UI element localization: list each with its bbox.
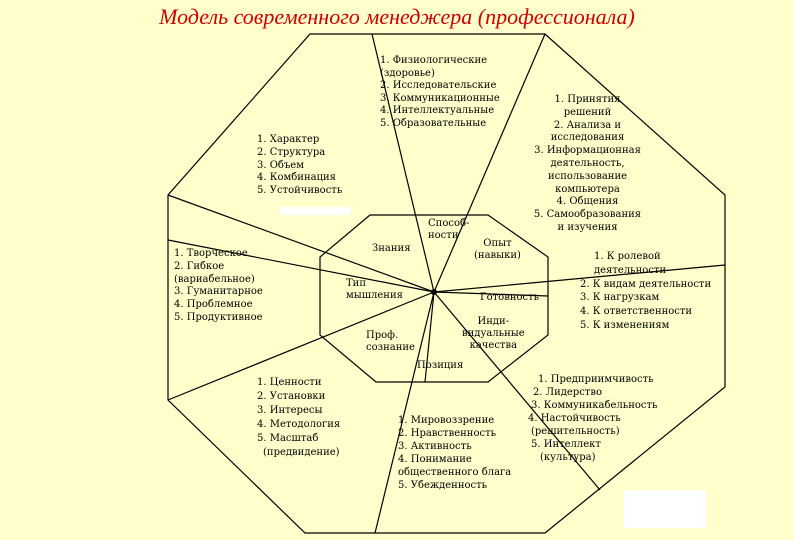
list-item: 3. Объем bbox=[257, 159, 304, 171]
list-item: 4. Интеллектуальные bbox=[380, 105, 495, 117]
list-item: 4. Настойчивость bbox=[528, 413, 621, 424]
list-item: компьютера bbox=[555, 183, 620, 195]
list-item: 5. Интеллект bbox=[531, 439, 601, 450]
list-item: 5. Образовательные bbox=[380, 117, 487, 129]
list-item: 2. Гибкое bbox=[174, 260, 225, 272]
list-item: 3. Активность bbox=[398, 441, 472, 452]
inner-label-experience: Опыт (навыки) bbox=[474, 238, 521, 261]
list-item: 1. Мировоззрение bbox=[398, 415, 495, 426]
list-item: деятельность, bbox=[550, 157, 625, 169]
list-item: 2. Исследовательские bbox=[380, 80, 497, 92]
list-item: 1. Физиологические bbox=[380, 55, 488, 66]
list-item: (предвидение) bbox=[263, 447, 340, 458]
inner-label-abilities: Способ- ности bbox=[428, 218, 470, 241]
sector-top-right-list bbox=[530, 94, 645, 235]
inner-label-thinking-type: Тип мышления bbox=[346, 278, 403, 301]
list-item: 1. Принятия bbox=[554, 94, 621, 105]
list-item: 5. Масштаб bbox=[257, 433, 319, 444]
inner-label-individual: Инди- видуальные качества bbox=[462, 316, 525, 351]
list-item: 2. Лидерство bbox=[533, 387, 602, 398]
list-item: 1. Предприимчивость bbox=[538, 374, 654, 385]
list-item: 2. К видам деятельности bbox=[580, 278, 712, 290]
list-item: 2. Установки bbox=[257, 391, 326, 402]
list-item: деятельности bbox=[594, 264, 667, 276]
list-item: 5. Продуктивное bbox=[174, 311, 263, 323]
list-item: 3. Гуманитарное bbox=[174, 286, 263, 298]
inner-label-prof-consciousness: Проф. сознание bbox=[366, 330, 415, 353]
sector-top-left-list bbox=[257, 134, 342, 198]
list-item: 1. Ценности bbox=[257, 377, 322, 388]
list-item: 4. Понимание bbox=[398, 454, 472, 465]
list-item: и изучения bbox=[557, 221, 618, 233]
list-item: 5. Устойчивость bbox=[257, 185, 343, 197]
list-item: 3. Коммуникабельность bbox=[531, 400, 658, 411]
list-item: 2. Нравственность bbox=[398, 428, 497, 439]
list-item: 3. Коммуникационные bbox=[380, 92, 500, 104]
list-item: 1. Творческое bbox=[174, 248, 248, 259]
center-point bbox=[431, 289, 437, 295]
list-item: общественного блага bbox=[398, 467, 512, 478]
sector-bottom-list bbox=[398, 414, 511, 492]
inner-label-position: Позиция bbox=[417, 360, 464, 371]
list-item: 4. Методология bbox=[257, 419, 341, 430]
sector-left-list bbox=[174, 248, 263, 325]
diagram-title: Модель современного менеджера (профессионала) bbox=[159, 4, 635, 29]
list-item: 5. К изменениям bbox=[580, 319, 670, 331]
inner-label-knowledge: Знания bbox=[372, 243, 411, 254]
list-item: решений bbox=[563, 106, 612, 118]
list-item: 3. Информационная bbox=[534, 145, 641, 157]
list-item: 4. К ответственности bbox=[580, 306, 693, 318]
list-item: (решительность) bbox=[531, 426, 620, 437]
list-item: (вариабельное) bbox=[174, 273, 255, 285]
white-patch bbox=[279, 207, 351, 215]
list-item: 3. К нагрузкам bbox=[580, 292, 660, 304]
sector-right-list bbox=[580, 250, 711, 333]
list-item: использование bbox=[547, 170, 628, 182]
list-item: (здоровье) bbox=[380, 67, 435, 79]
list-item: 4. Комбинация bbox=[257, 172, 336, 184]
list-item: 1. Характер bbox=[257, 134, 320, 145]
list-item: 2. Структура bbox=[257, 146, 326, 158]
list-item: 3. Интересы bbox=[257, 405, 323, 416]
sector-top-list bbox=[380, 55, 500, 131]
sector-bottom-left-list bbox=[257, 376, 340, 460]
white-patch bbox=[624, 490, 706, 528]
list-item: 5. Убежденность bbox=[398, 480, 488, 491]
sector-bottom-right-list bbox=[528, 373, 657, 464]
list-item: исследования bbox=[550, 132, 625, 144]
list-item: 2. Анализа и bbox=[553, 119, 622, 131]
list-item: 5. Самообразования bbox=[533, 209, 642, 221]
spoke-bottom bbox=[375, 292, 434, 533]
list-item: (культура) bbox=[540, 452, 596, 463]
list-item: 4. Проблемное bbox=[174, 299, 253, 311]
list-item: 1. К ролевой bbox=[594, 251, 661, 262]
inner-label-readiness: Готовность bbox=[480, 292, 540, 303]
list-item: 4. Общения bbox=[556, 196, 619, 208]
